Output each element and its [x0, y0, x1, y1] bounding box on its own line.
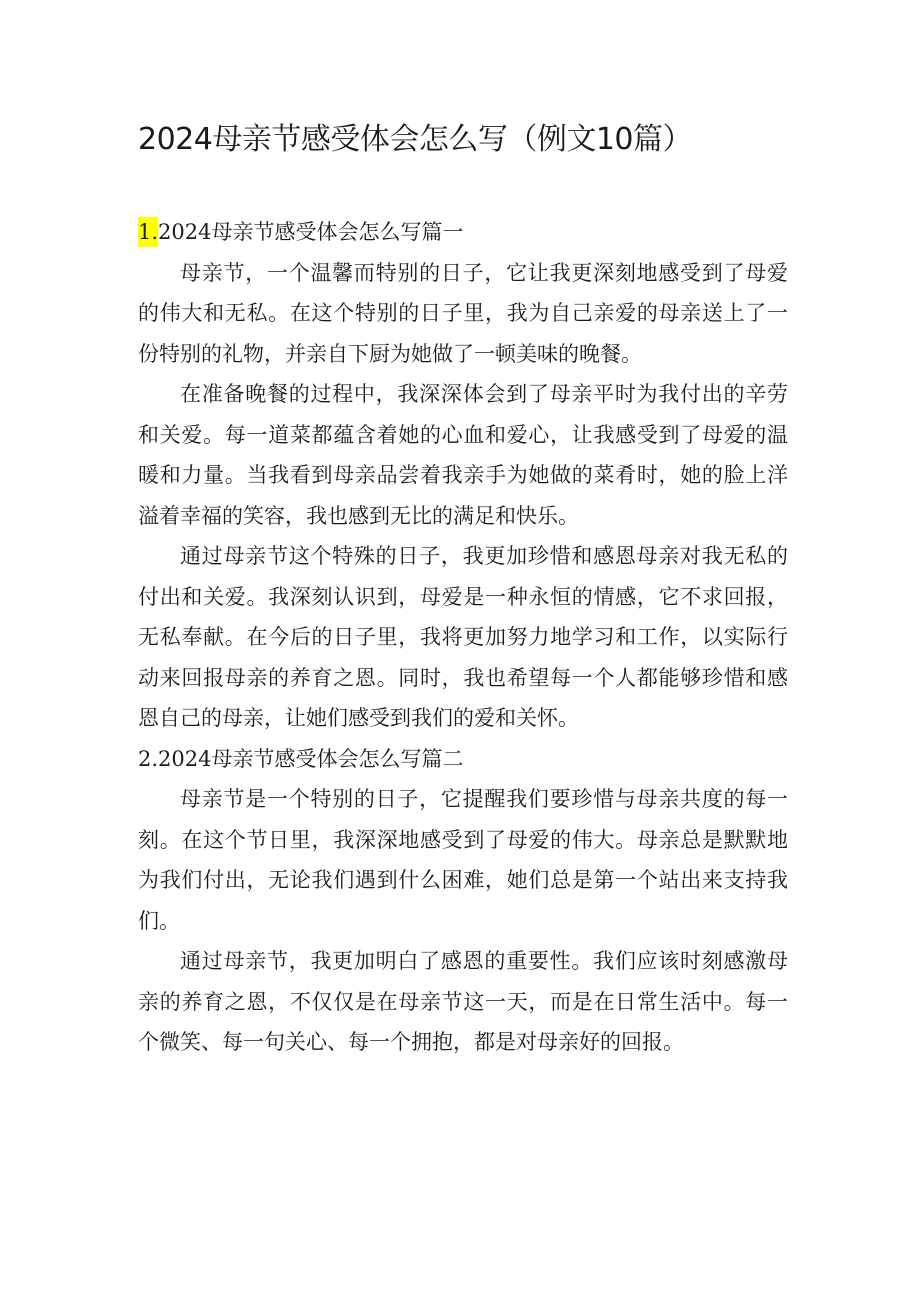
section-heading-text: 2024母亲节感受体会怎么写篇一 [158, 220, 464, 244]
section-1 [138, 212, 788, 739]
paragraph: 母亲节是一个特别的日子，它提醒我们要珍惜与母亲共度的每一刻。在这个节日里，我深深地感受到了母爱的伟大。母亲总是默默地为我们付出，无论我们遇到什么困难，她们总是第一个站出来支持我们。 [138, 787, 788, 933]
paragraph: 在准备晚餐的过程中，我深深体会到了母亲平时为我付出的辛劳和关爱。每一道菜都蕴含着她的心血和爱心，让我感受到了母爱的温暖和力量。当我看到母亲品尝着我亲手为她做的菜肴时，她的脸上洋溢着幸福的笑容，我也感到无比的满足和快乐。 [138, 382, 788, 528]
section-2 [138, 739, 788, 1063]
section-heading-text: 2024母亲节感受体会怎么写篇二 [158, 746, 464, 771]
section-heading [138, 739, 788, 780]
paragraph: 母亲节，一个温馨而特别的日子，它让我更深刻地感受到了母爱的伟大和无私。在这个特别的日子里，我为自己亲爱的母亲送上了一份特别的礼物，并亲自下厨为她做了一顿美味的晚餐。 [138, 260, 788, 366]
paragraph: 通过母亲节，我更加明白了感恩的重要性。我们应该时刻感激母亲的养育之恩，不仅仅是在母亲节这一天，而是在日常生活中。每一个微笑、每一句关心、每一个拥抱，都是对母亲好的回报。 [138, 949, 788, 1054]
document-body [138, 212, 788, 1063]
section-heading [138, 212, 788, 253]
document-title: 2024母亲节感受体会怎么写（例文10篇） [138, 122, 693, 157]
section-number: 2. [138, 746, 159, 771]
paragraph: 通过母亲节这个特殊的日子，我更加珍惜和感恩母亲对我无私的付出和关爱。我深刻认识到，母爱是一种永恒的情感，它不求回报，无私奉献。在今后的日子里，我将更加努力地学习和工作，以实际行动来回报母亲的养育之恩。同时，我也希望每一个人都能够珍惜和感恩自己的母亲，让她们感受到我们的爱和关怀。 [138, 544, 788, 730]
section-number: 1. [138, 217, 158, 247]
